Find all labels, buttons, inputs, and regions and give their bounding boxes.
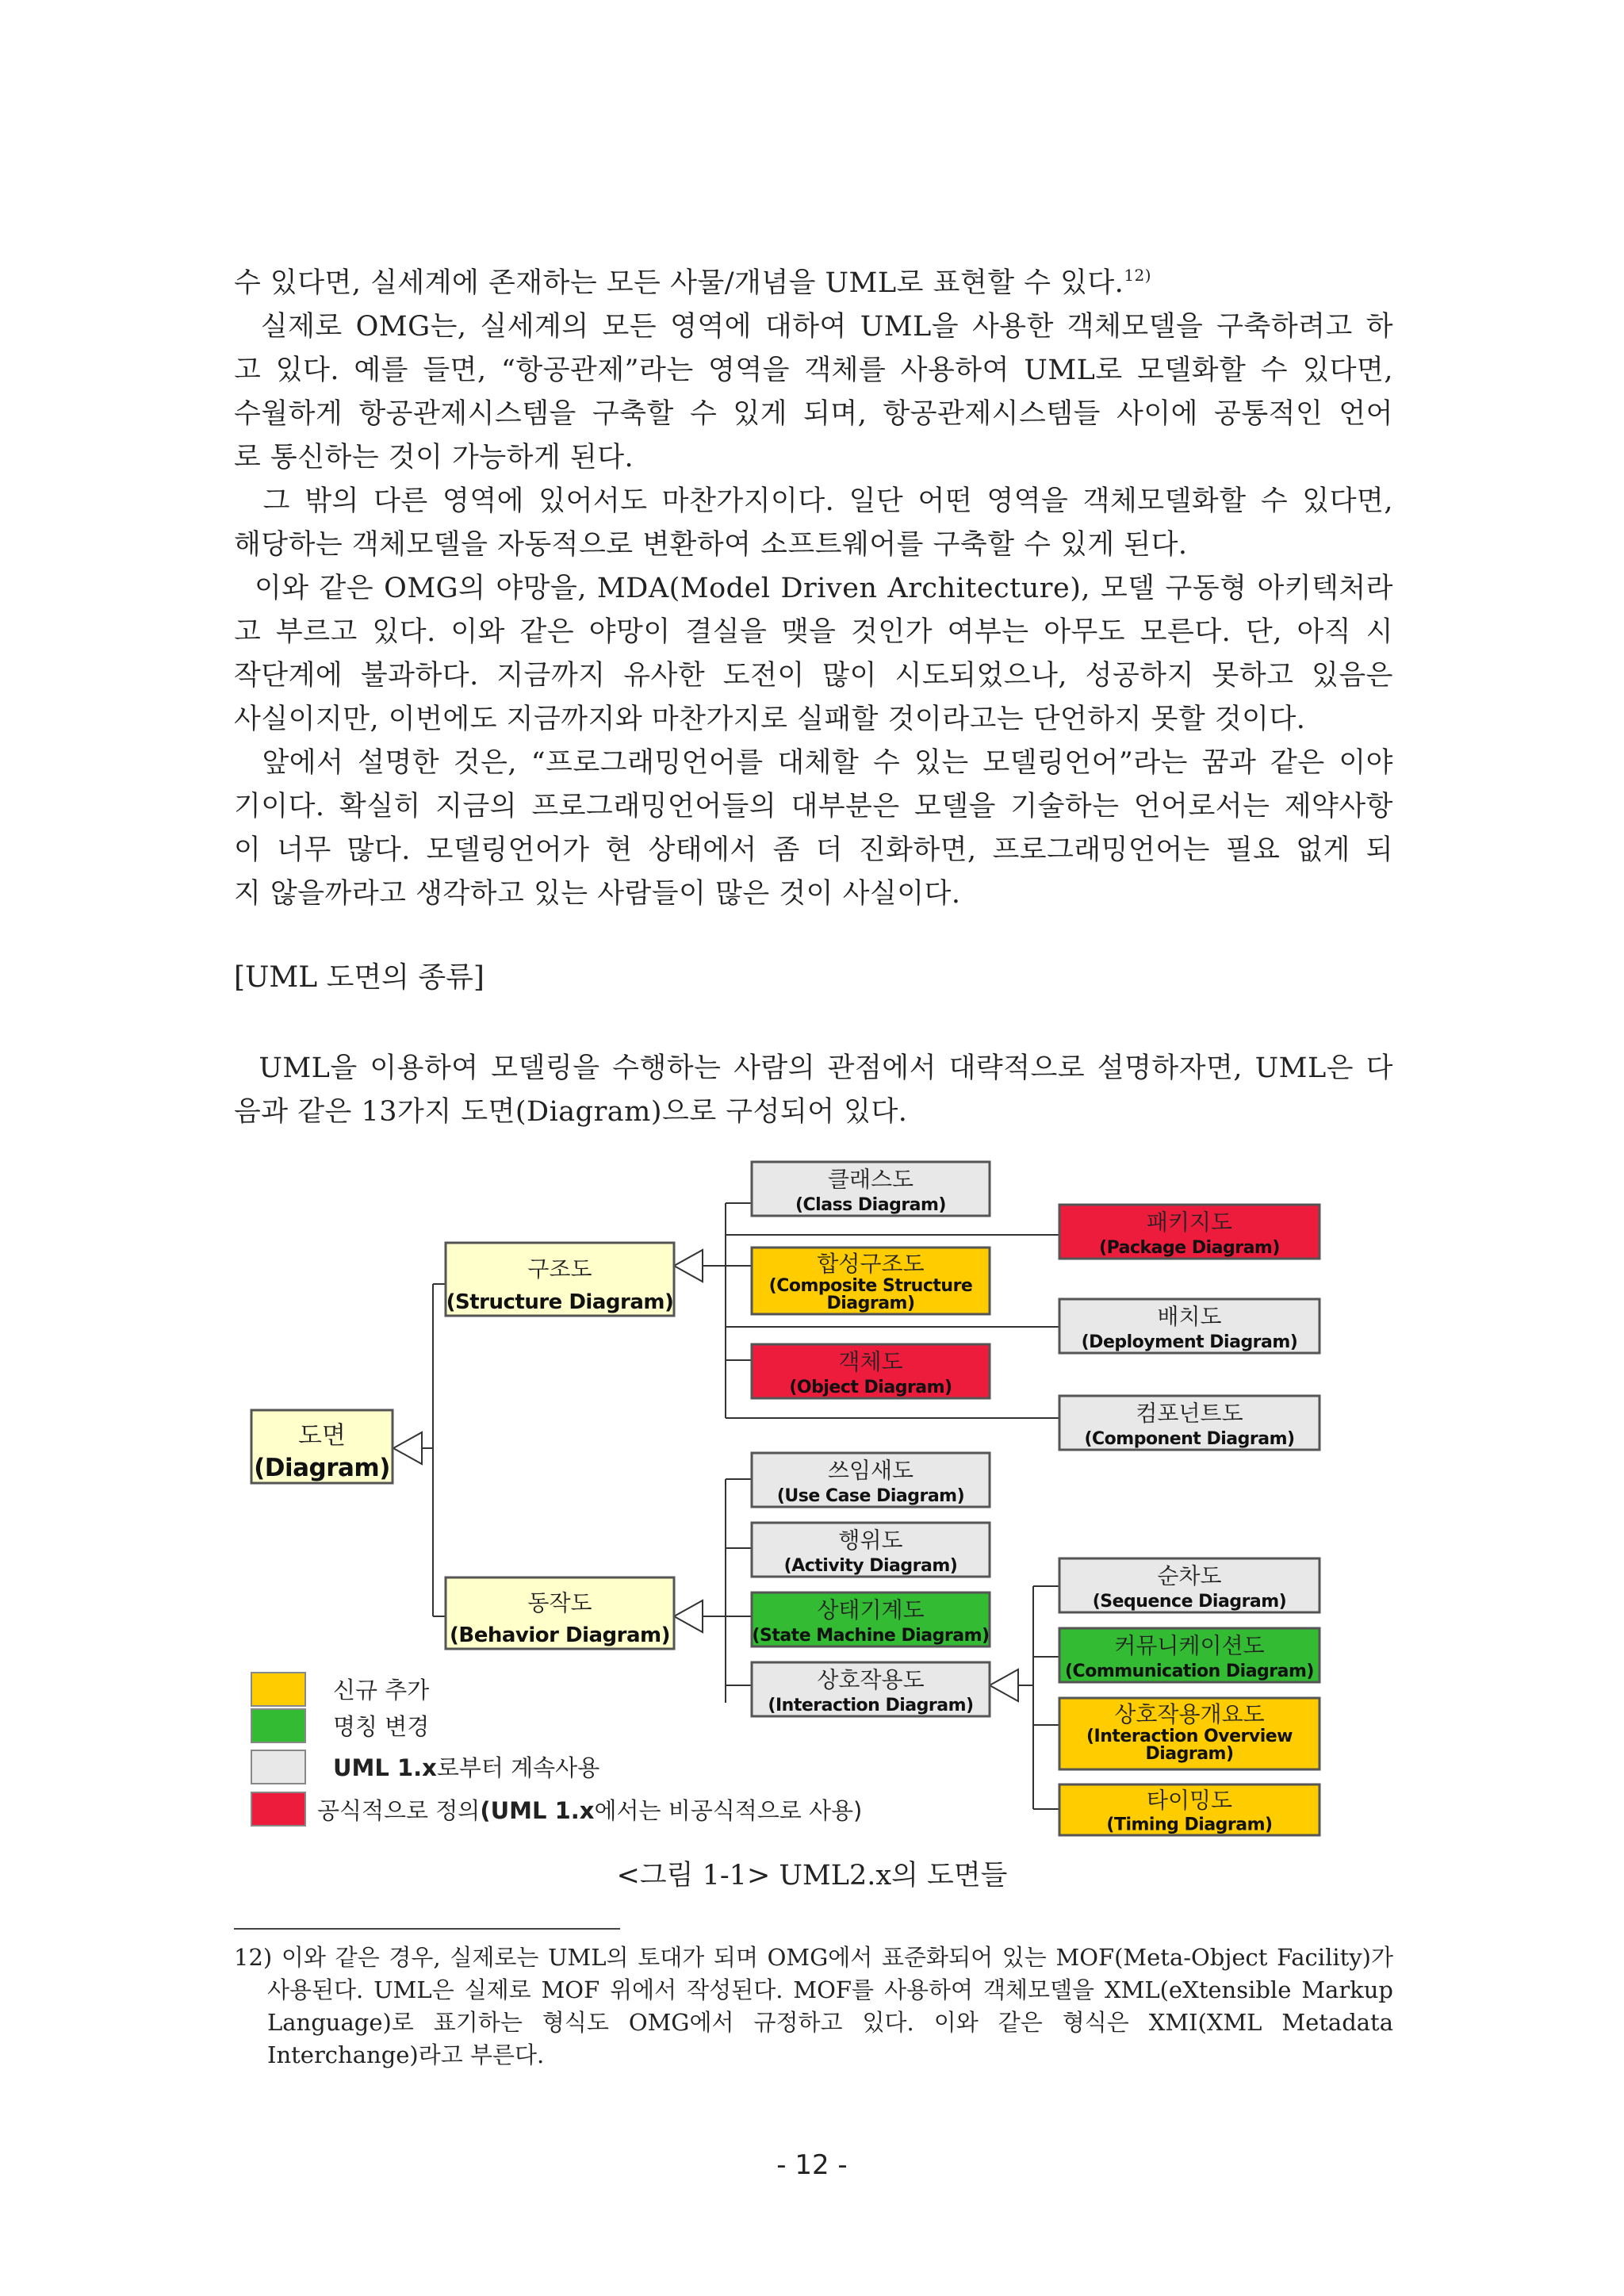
box-interaction-korean: 상호작용도 <box>817 1666 925 1693</box>
paragraph-line: 고 있다. 예를 들면, “항공관제”라는 영역을 객체를 사용하여 UML로 모델화할 수 있다면, <box>234 355 1393 386</box>
box-class-english: (Class Diagram) <box>795 1195 947 1216</box>
page-number: - 12 - <box>776 2149 848 2181</box>
box-structure-english: (Structure Diagram) <box>446 1290 674 1314</box>
box-behavior-english: (Behavior Diagram) <box>450 1623 670 1647</box>
paragraph-line: 기이다. 확실히 지금의 프로그래밍언어들의 대부분은 모델을 기술하는 언어로서는 제약사항 <box>234 791 1393 822</box>
box-object-english: (Object Diagram) <box>789 1378 952 1398</box>
paragraph-line: 작단계에 불과하다. 지금까지 유사한 도전이 많이 시도되었으나, 성공하지 못하고 있음은 <box>234 660 1393 692</box>
paragraph-line: 지 않을까라고 생각하고 있는 사람들이 많은 것이 사실이다. <box>234 878 961 910</box>
box-sequence-english: (Sequence Diagram) <box>1092 1592 1287 1612</box>
box-overview-english-2: Diagram) <box>1145 1744 1234 1764</box>
generalization-arrow <box>393 1432 422 1464</box>
box-timing-english: (Timing Diagram) <box>1106 1815 1273 1835</box>
box-statemachine-korean: 상태기계도 <box>817 1596 925 1623</box>
box-deployment-korean: 배치도 <box>1157 1303 1222 1330</box>
paragraph <box>234 262 1393 305</box>
legend-new-swatch <box>251 1673 305 1706</box>
footnote-line: 사용된다. UML은 실제로 MOF 위에서 작성된다. MOF를 사용하여 객체모델을 XML(eXtensible Markup <box>267 1976 1393 2003</box>
legend-official-label: 공식적으로 정의(UML 1.x에서는 비공식적으로 사용) <box>317 1797 863 1824</box>
box-composite-english-2: Diagram) <box>826 1294 915 1313</box>
generalization-arrow <box>674 1250 703 1282</box>
box-component-korean: 컴포넌트도 <box>1136 1400 1243 1427</box>
footnote <box>234 1941 1393 2072</box>
box-sequence-korean: 순차도 <box>1157 1562 1222 1589</box>
uml-diagram-tree <box>238 1154 1396 1852</box>
uml-diagram-figure <box>238 1154 1396 1852</box>
section-heading: [UML 도면의 종류] <box>234 961 485 994</box>
box-statemachine-english: (State Machine Diagram) <box>752 1626 990 1646</box>
paragraph-line: 수월하게 항공관제시스템을 구축할 수 있게 되며, 항공관제시스템들 사이에 공통적인 언어 <box>234 398 1393 430</box>
box-activity-english: (Activity Diagram) <box>783 1556 958 1577</box>
paragraph-line: 해당하는 객체모델을 자동적으로 변환하여 소프트웨어를 구축할 수 있게 된다. <box>234 529 1188 561</box>
paragraph-line: 로 통신하는 것이 가능하게 된다. <box>234 442 634 473</box>
paragraph-line: 고 부르고 있다. 이와 같은 야망이 결실을 맺을 것인가 여부는 아무도 모른다. 단, 아직 시 <box>234 616 1393 648</box>
footnote-line: Language)로 표기하는 형식도 OMG에서 규정하고 있다. 이와 같은 형식은 XMI(XML Metadata <box>267 2009 1393 2036</box>
paragraph-line: 사실이지만, 이번에도 지금까지와 마찬가지로 실패할 것이라고는 단언하지 못할 것이다. <box>234 703 1306 735</box>
paragraph <box>234 742 1393 916</box>
box-timing-korean: 타이밍도 <box>1146 1787 1233 1814</box>
box-activity-korean: 행위도 <box>838 1527 903 1554</box>
box-interaction-english: (Interaction Diagram) <box>768 1696 974 1716</box>
footnote-line: Interchange)라고 부른다. <box>267 2041 545 2068</box>
box-diagram-english: (Diagram) <box>254 1453 390 1482</box>
footnote-divider <box>234 1928 620 1930</box>
box-overview-english: (Interaction Overview <box>1086 1727 1293 1746</box>
paragraph-line: 이 너무 많다. 모델링언어가 현 상태에서 좀 더 진화하면, 프로그래밍언어는 필요 없게 되 <box>234 834 1393 866</box>
legend-renamed-swatch <box>251 1709 305 1742</box>
paragraph <box>234 305 1393 480</box>
box-structure-korean: 구조도 <box>527 1255 592 1282</box>
paragraph <box>234 1047 1393 1134</box>
box-component-english: (Component Diagram) <box>1084 1429 1295 1450</box>
paragraph-line: 이와 같은 OMG의 야망을, MDA(Model Driven Architecture), 모델 구동형 아키텍처라 <box>234 573 1393 604</box>
box-diagram-korean: 도면 <box>298 1421 346 1451</box>
paragraph-line: 음과 같은 13가지 도면(Diagram)으로 구성되어 있다. <box>234 1096 908 1128</box>
box-package-korean: 패키지도 <box>1146 1209 1233 1236</box>
box-deployment-english: (Deployment Diagram) <box>1081 1332 1298 1353</box>
generalization-arrow <box>990 1669 1018 1701</box>
box-usecase-korean: 쓰임새도 <box>827 1457 914 1484</box>
paragraph-line: 실제로 OMG는, 실세계의 모든 영역에 대하여 UML을 사용한 객체모델을 구축하려고 하 <box>234 311 1393 343</box>
paragraph-line: 앞에서 설명한 것은, “프로그래밍언어를 대체할 수 있는 모델링언어”라는 꿈과 같은 이야 <box>234 747 1393 779</box>
box-composite-korean: 합성구조도 <box>817 1251 925 1277</box>
paragraph-line: 그 밖의 다른 영역에 있어서도 마찬가지이다. 일단 어떤 영역을 객체모델화할 수 있다면, <box>234 485 1393 517</box>
legend-new-label: 신규 추가 <box>333 1677 430 1704</box>
legend-inherited-swatch <box>251 1750 305 1784</box>
box-package-english: (Package Diagram) <box>1099 1238 1280 1259</box>
paragraph-line: UML을 이용하여 모델링을 수행하는 사람의 관점에서 대략적으로 설명하자면, UML은 다 <box>234 1052 1393 1084</box>
footnote-line: 12) 이와 같은 경우, 실제로는 UML의 토대가 되며 OMG에서 표준화되어 있는 MOF(Meta-Object Facility)가 <box>234 1944 1393 1971</box>
legend-official-swatch <box>251 1792 305 1826</box>
legend-inherited-label: UML 1.x로부터 계속사용 <box>333 1754 600 1781</box>
box-overview-korean: 상호작용개요도 <box>1114 1701 1265 1727</box>
generalization-arrow <box>674 1600 703 1632</box>
paragraph <box>234 567 1393 742</box>
box-object-korean: 객체도 <box>838 1348 903 1375</box>
legend-renamed-label: 명칭 변경 <box>333 1713 430 1740</box>
figure-caption: <그림 1-1> UML2.x의 도면들 <box>616 1860 1008 1892</box>
box-composite-english: (Composite Structure <box>768 1276 973 1296</box>
box-communication-korean: 커뮤니케이션도 <box>1114 1632 1265 1659</box>
paragraph <box>234 480 1393 567</box>
footnote-ref: 12) <box>1124 266 1152 285</box>
paragraph-line: 수 있다면, 실세계에 존재하는 모든 사물/개념을 UML로 표현할 수 있다.$^{12)}$ <box>234 266 1152 299</box>
box-behavior-korean: 동작도 <box>527 1589 592 1616</box>
box-communication-english: (Communication Diagram) <box>1065 1662 1314 1682</box>
box-class-korean: 클래스도 <box>827 1166 914 1193</box>
box-usecase-english: (Use Case Diagram) <box>776 1486 965 1507</box>
